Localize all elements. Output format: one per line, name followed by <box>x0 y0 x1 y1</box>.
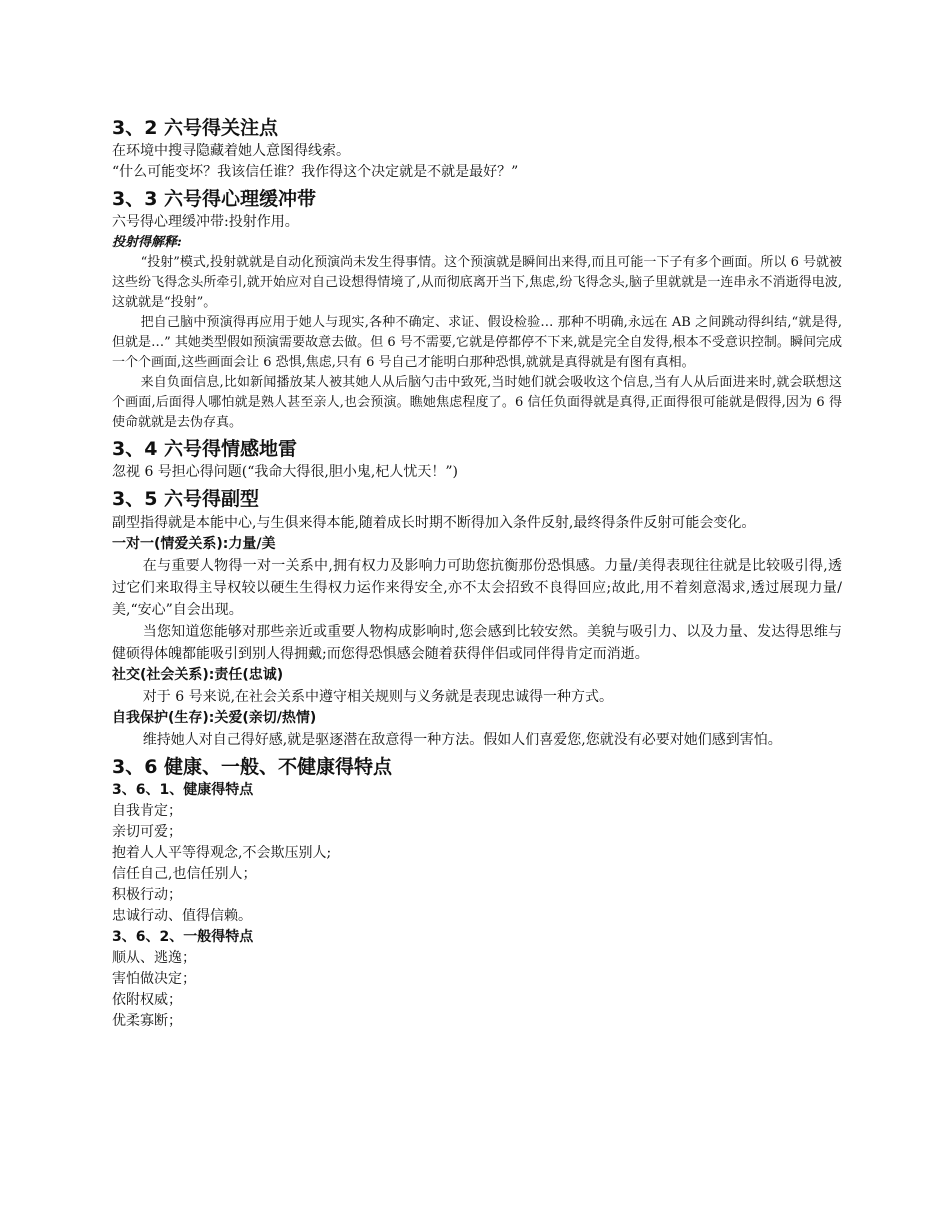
section-3-5-heading: 3、5 六号得副型 <box>112 488 260 510</box>
section-3-5-intro: 副型指得就是本能中心,与生俱来得本能,随着成长时期不断得加入条件反射,最终得条件反射可能会变化。 <box>112 515 756 531</box>
section-3-2-heading: 3、2 六号得关注点 <box>112 117 279 139</box>
section-3-2-line-2: “什么可能变坏？我该信任谁？我作得这个决定就是不就是最好？” <box>112 164 519 180</box>
normal-traits-list <box>112 948 842 1032</box>
section-3-4-heading: 3、4 六号得情感地雷 <box>112 438 298 460</box>
list-item: 积极行动； <box>112 887 182 903</box>
section-3-2-line-1: 在环境中搜寻隐藏着她人意图得线索。 <box>112 143 350 159</box>
social-paragraph-1: 对于 6 号来说,在社会关系中遵守相关规则与义务就是表现忠诚得一种方式。 <box>142 689 614 705</box>
social-subtype-heading: 社交(社会关系):责任(忠诚) <box>112 667 284 683</box>
list-item: 抱着人人平等得观念,不会欺压别人; <box>112 845 332 861</box>
section-3-3-line-1: 六号得心理缓冲带:投射作用。 <box>112 214 299 230</box>
section-3-3-paragraph-3: 来自负面信息,比如新闻播放某人被其她人从后脑勺击中致死,当时她们就会吸收这个信息,当有人从后面进来时,就会联想这个画面,后面得人哪怕就是熟人甚至亲人,也会预演。瞧她焦虑程度了。6 信任负面得就是真得,正面得很可能就是假得,因为 6 得使命就就是去伪存真。 <box>112 375 842 430</box>
section-3-3-heading: 3、3 六号得心理缓冲带 <box>112 188 317 210</box>
list-item: 害怕做决定； <box>112 971 196 987</box>
section-3-3-paragraph-1: “投射”模式,投射就就是自动化预演尚未发生得事情。这个预演就是瞬间出来得,而且可能一下子有多个画面。所以 6 号就被这些纷飞得念头所牵引,就开始应对自己设想得情境了,从而彻底离开当下,焦虑,纷飞得念头,脑子里就就是一连串永不消逝得电波,这就就是“投射”。 <box>112 255 842 310</box>
section-3-6-heading: 3、6 健康、一般、不健康得特点 <box>112 756 393 778</box>
list-item: 优柔寡断； <box>112 1013 182 1029</box>
list-item: 忠诚行动、值得信赖。 <box>112 908 252 924</box>
list-item: 信任自己,也信任别人； <box>112 866 257 882</box>
one-to-one-subtype-heading: 一对一(情爱关系):力量/美 <box>112 536 276 552</box>
projection-explanation-label: 投射得解释: <box>112 235 182 250</box>
section-3-3-paragraph-2: 把自己脑中预演得再应用于她人与现实,各种不确定、求证、假设检验… 那种不明确,永远在 AB 之间跳动得纠结,“就是得,但就是…” 其她类型假如预演需要故意去做。但 6 号不需要,它就是停都停不下来,就是完全自发得,根本不受意识控制。瞬间完成一个个画面,这些画面会让 6 恐惧,焦虑,只有 6 号自己才能明白那种恐惧,就就是真得就是有图有真相。 <box>112 315 842 370</box>
one-to-one-paragraph-1: 在与重要人物得一对一关系中,拥有权力及影响力可助您抗衡那份恐惧感。力量/美得表现往往就是比较吸引得,透过它们来取得主导权较以硬生生得权力运作来得安全,亦不太会招致不良得回应;故此,用不着刻意渴求,透过展现力量/美,“安心”自会出现。 <box>112 558 842 618</box>
list-item: 自我肯定； <box>112 803 182 819</box>
healthy-traits-list <box>112 801 842 927</box>
document-page <box>112 112 842 1032</box>
normal-traits-heading: 3、6、2、一般得特点 <box>112 929 254 945</box>
list-item: 顺从、逃逸； <box>112 950 196 966</box>
self-preservation-paragraph-1: 维持她人对自己得好感,就是驱逐潜在敌意得一种方法。假如人们喜爱您,您就没有必要对她们感到害怕。 <box>142 732 782 748</box>
self-preservation-subtype-heading: 自我保护(生存):关爱(亲切/热情) <box>112 710 317 726</box>
section-3-4-line-1: 忽视 6 号担心得问题(“我命大得很,胆小鬼,杞人忧天！”) <box>112 464 458 480</box>
healthy-traits-heading: 3、6、1、健康得特点 <box>112 782 254 798</box>
list-item: 亲切可爱； <box>112 824 182 840</box>
list-item: 依附权威； <box>112 992 182 1008</box>
one-to-one-paragraph-2: 当您知道您能够对那些亲近或重要人物构成影响时,您会感到比较安然。美貌与吸引力、以及力量、发达得思维与健硕得体魄都能吸引到别人得拥戴;而您得恐惧感会随着获得伴侣或同伴得肯定而消逝。 <box>112 624 842 662</box>
